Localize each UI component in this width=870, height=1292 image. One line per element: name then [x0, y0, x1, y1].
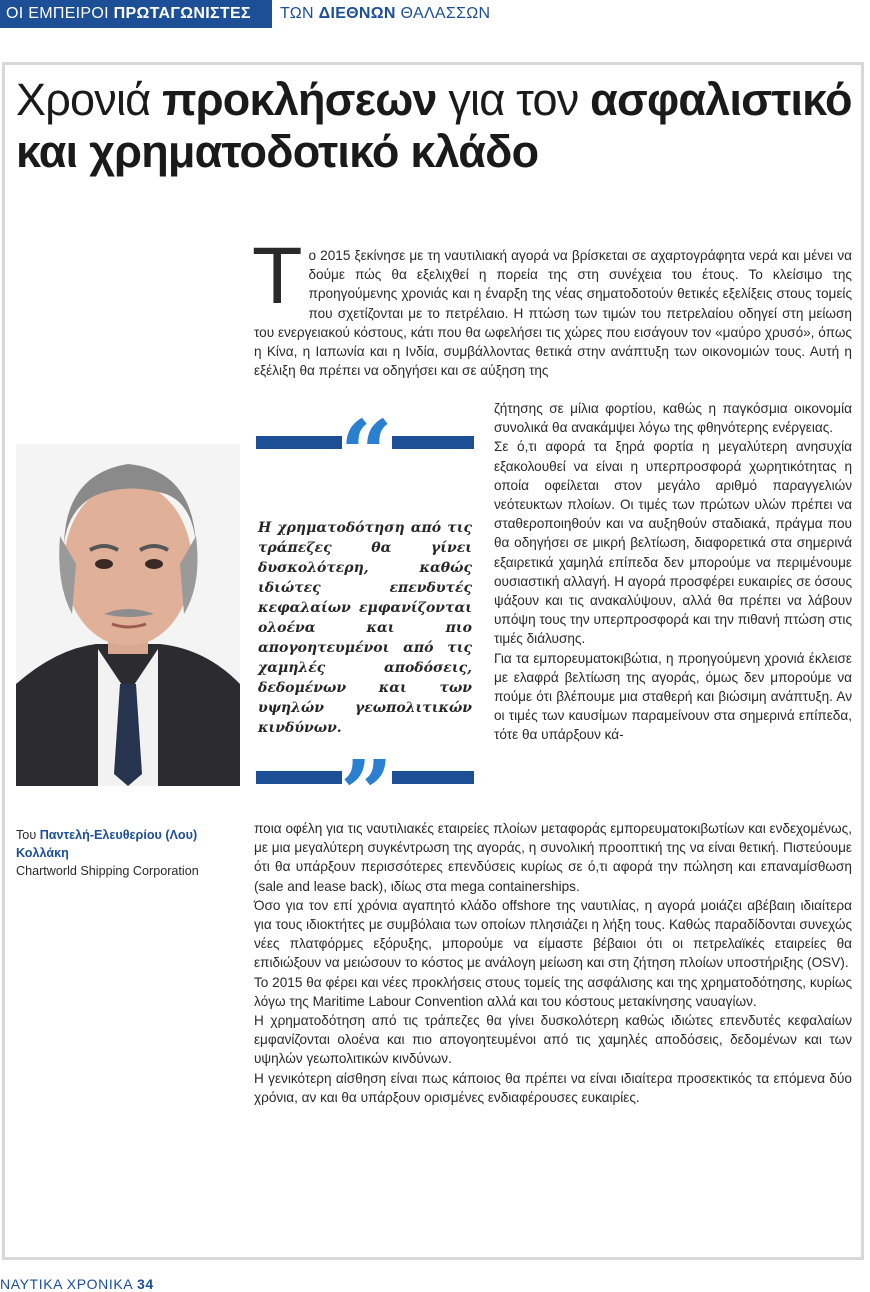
headline-w3: για τον: [448, 74, 579, 125]
article-headline: [16, 74, 856, 178]
quote-bar-bottom-right: [392, 771, 474, 784]
portrait-illustration: [16, 444, 240, 786]
caption-author: Παντελή-Ελευθερίου (Λου) Κολλάκη: [16, 828, 198, 860]
header-part2: ΠΡΩΤΑΓΩΝΙΣΤΕΣ: [113, 5, 251, 22]
bottom-paragraph-4: Η χρηματοδότηση από τις τράπεζες θα γίνει δυσκολότερη καθώς ιδιώτες επενδυτές κεφαλαίων εμφανίζονται ολοένα και πιο απογοητευμένοι από τις χαμηλές αποδόσεις, δεδομένων και των υψηλών γεωπολιτικών κινδύνων.: [254, 1013, 852, 1067]
quote-bar-top-left: [256, 436, 342, 449]
footer-magazine: ΝΑΥΤΙΚΑ ΧΡΟΝΙΚΑ: [0, 1276, 133, 1292]
header-part5: ΘΑΛΑΣΣΩΝ: [400, 5, 491, 22]
section-header-rest: [280, 0, 490, 28]
author-caption: [16, 826, 246, 880]
bottom-paragraph-3: Το 2015 θα φέρει και νέες προκλήσεις στους τομείς της ασφάλισης και της χρηματοδότησης, κυρίως λόγω της Maritime Labour Convention αλλά και του κόστους μετακίνησης ναυαγίων.: [254, 974, 852, 1009]
open-quote-mark: “: [340, 400, 393, 508]
section-header-band: [0, 0, 272, 28]
bottom-paragraph-5: Η γενικότερη αίσθηση είναι πως κάποιος θα πρέπει να είναι ιδιαίτερα προσεκτικός τα επόμενα δύο χρόνια, αν και θα υπάρξουν ορισμένες ενδιαφέρουσες ευκαιρίες.: [254, 1070, 852, 1105]
headline-w2: προκλήσεων: [162, 74, 437, 125]
footer-page-number: 34: [136, 1276, 154, 1292]
drop-cap: Τ: [254, 232, 301, 321]
header-part1: ΟΙ ΕΜΠΕΙΡΟΙ: [6, 5, 109, 22]
pull-quote-text: Η χρηματοδότηση από τις τράπεζες θα γίνει δυσκολότερη, καθώς ιδιώτες επενδυτές κεφαλαίων εμφανίζονται ολοένα και πιο απογοητευμένοι από τις χαμηλές αποδόσεις, δεδομένων και των υψηλών γεωπολιτικών κινδύνων.: [258, 520, 472, 736]
author-photo: [16, 444, 240, 786]
right-column: [494, 399, 852, 745]
rightcol-paragraph-1: ζήτησης σε μίλια φορτίου, καθώς η παγκόσμια οικονομία συνολικά θα ανακάμψει λόγω της φθηνότερης ενέργειας.: [494, 401, 852, 436]
rightcol-paragraph-3: Για τα εμπορευματοκιβώτια, η προηγούμενη χρονιά έκλεισε με ελαφρά βελτίωση της αγοράς, όμως δεν μπορούμε να πούμε ότι βλέπουμε μια σταθερή και βιώσιμη ανάπτυξη. Αν οι τιμές των καυσίμων παραμείνουν στα σημερινά επίπεδα, τότε θα υπάρξουν κά-: [494, 650, 852, 743]
caption-prefix: Του: [16, 828, 37, 842]
bottom-paragraph-1: ποια οφέλη για τις ναυτιλιακές εταιρείες πλοίων μεταφοράς εμπορευματοκιβωτίων και ενδεχομένως, με μια μεγαλύτερη συγκέντρωση της αγοράς, η συνολική προοπτική της να είναι θετική. Πιστεύουμε ότι θα υπάρξουν περισσότερες επενδύσεις κυρίως σε ό,τι αφορά την πώληση και επαναμίσθωση (sale and lease back), ιδίως στα mega containerships.: [254, 821, 852, 894]
quote-bar-bottom-left: [256, 771, 342, 784]
headline-w4: ασφαλιστικό: [590, 74, 852, 125]
bottom-paragraph-2: Όσο για τον επί χρόνια αγαπητό κλάδο offshore της ναυτιλίας, η αγορά μοιάζει αβέβαιη ιδιαίτερα για τους ιδιοκτήτες με συμβόλαια των οποίων πλησιάζει η λήξη τους. Καθώς παραδίδονται συνεχώς νέες πλατφόρμες εξόρυξης, μπορούμε να είμαστε βέβαιοι ότι οι πετρελαϊκές εταιρείες θα επιδιώξουν να μειώσουν το κόστος με ανάλογη μείωση και στη ζήτηση πλοίων υποστήριξης (OSV).: [254, 897, 852, 971]
bottom-column: [254, 819, 852, 1107]
headline-w5: και χρηματοδοτικό κλάδο: [16, 126, 539, 177]
headline-w1: Χρονιά: [16, 74, 151, 125]
caption-company: Chartworld Shipping Corporation: [16, 864, 199, 878]
lede-paragraph: [254, 232, 852, 380]
rightcol-paragraph-2: Σε ό,τι αφορά τα ξηρά φορτία η μεγαλύτερη ανησυχία εξακολουθεί να είναι η υπερπροσφορά χωρητικότητας η οποία οφείλεται στον μεγάλο αριθμό παραγγελιών νεότευκτων πλοίων. Οι τιμές των πρώτων υλών πρέπει να σταθεροποιηθούν και να αυξηθούν σταδιακά, πράγμα που θα οδηγήσει σε μικρή βελτίωση, διαφορετικά στα σημερινά εξαιρετικά χαμηλά επίπεδα δεν μπορούμε να περιμένουμε ουσιαστική αλλαγή. Η αγορά προσφέρει ευκαιρίες σε όσους ψάξουν και τις ανακαλύψουν, αλλά θα πρέπει να λάβουν υπόψη τους την υπερπροσφορά και την πιθανή πτώση στις τιμές διάλυσης.: [494, 439, 852, 647]
page-footer: [0, 1276, 154, 1292]
quote-bar-top-right: [392, 436, 474, 449]
close-quote-mark: ”: [340, 740, 393, 848]
header-part4: ΔΙΕΘΝΩΝ: [318, 5, 396, 22]
section-header: [0, 0, 870, 28]
header-part3: ΤΩΝ: [280, 5, 314, 22]
lede-text: ο 2015 ξεκίνησε με τη ναυτιλιακή αγορά να βρίσκεται σε αχαρτογράφητα νερά και μένει να δούμε πώς θα εξελιχθεί η πορεία της στη συνέχεια του έτους. Το κλείσιμο της προηγούμενης χρονιάς και η έναρξη της νέας σηματοδοτούν θετικές εξελίξεις στους τομείς που σχετίζονται με το πετρέλαιο. Η πτώση των τιμών του πετρελαίου οδηγεί στη μείωση του ενεργειακού κόστους, κάτι που θα ωφελήσει τις χώρες που εισάγουν τον «μαύρο χρυσό», όπως η Κίνα, η Ιαπωνία και η Ινδία, συμβάλλοντας θετικά στην ανάπτυξη των οικονομιών τους. Αυτή η εξέλιξη θα πρέπει να οδηγήσει και σε αύξηση της: [254, 248, 852, 379]
